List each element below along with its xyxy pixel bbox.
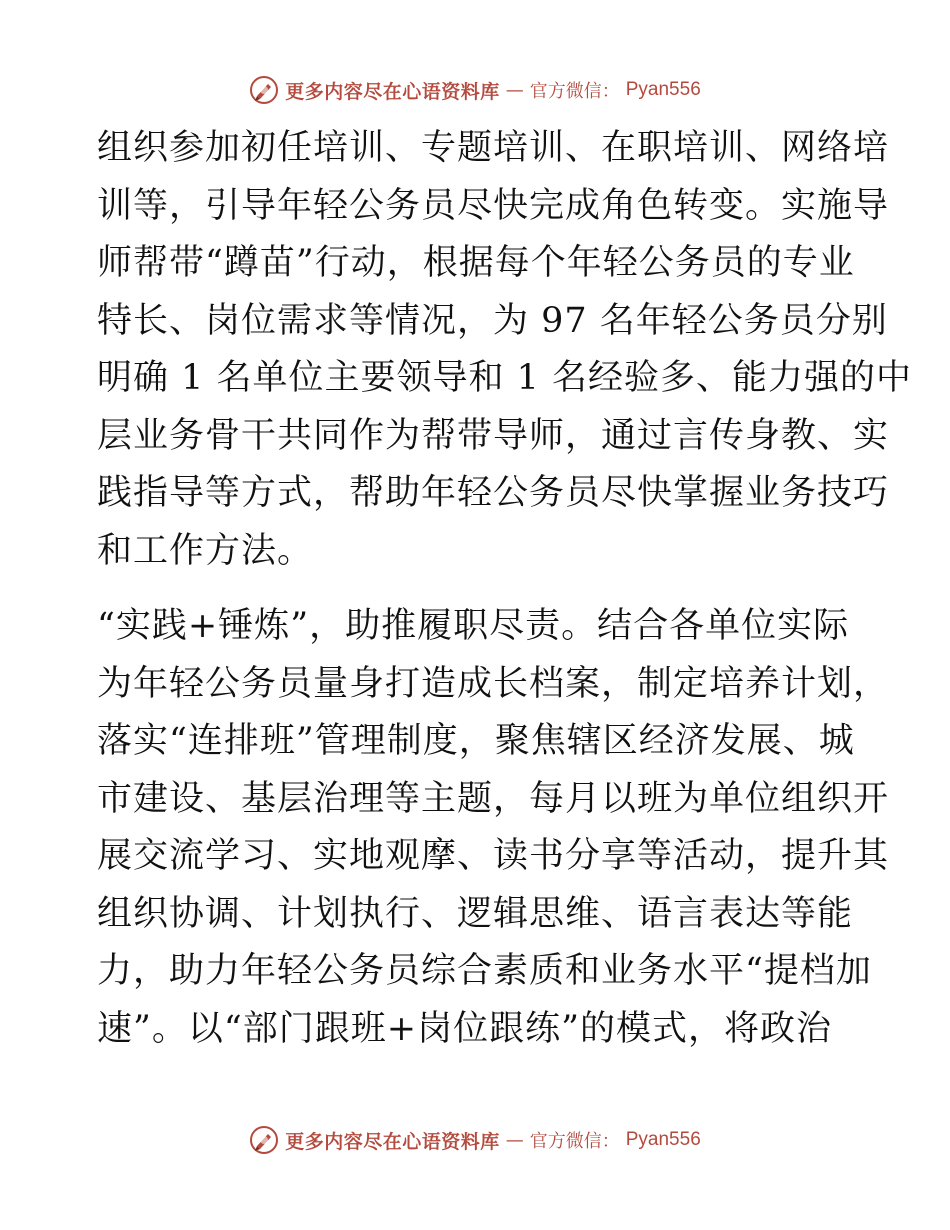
paragraph-line: 速”。以“部门跟班+岗位跟练”的模式，将政治 [97,1008,833,1049]
paragraph-line: 明确 1 名单位主要领导和 1 名经验多、能力强的中 [97,358,913,398]
footer-promo-text: 更多内容尽在心语资料库 [285,1130,500,1153]
pen-logo-icon [249,1125,279,1155]
header-banner [0,70,950,110]
footer-wechat-label: 官方微信： [529,1131,620,1152]
header-wechat-id: Pyan556 [625,79,701,100]
paragraph-line: 师帮带“蹲苗”行动，根据每个年轻公务员的专业 [97,243,855,283]
paragraph-line: 组织协调、计划执行、逻辑思维、语言表达等能 [97,893,854,934]
paragraph-line: 力，助力年轻公务员综合素质和业务水平“提档加 [97,951,872,991]
header-wechat-label: 官方微信： [529,81,620,102]
paragraph-2 [97,598,890,1058]
paragraph-line: 市建设、基层治理等主题，每月以班为单位组织开 [97,778,890,819]
footer-banner [0,1120,950,1160]
paragraph-line: 落实“连排班”管理制度，聚焦辖区经济发展、城 [97,721,855,761]
paragraph-line: 展交流学习、实地观摩、读书分享等活动，提升其 [97,836,890,876]
header-promo-text: 更多内容尽在心语资料库 [285,80,500,103]
paragraph-line: 特长、岗位需求等情况，为 97 名年轻公务员分别 [97,300,888,341]
paragraph-1 [97,120,913,580]
pen-logo-icon [249,75,279,105]
footer-wechat-id: Pyan556 [625,1129,701,1150]
paragraph-line: “实践+锤炼”，助推履职尽责。结合各单位实际 [97,606,850,646]
footer-dash: — [505,1129,524,1151]
paragraph-line: 训等，引导年轻公务员尽快完成角色转变。实施导 [97,185,890,226]
paragraph-line: 组织参加初任培训、专题培训、在职培训、网络培 [97,128,890,168]
paragraph-line: 层业务骨干共同作为帮带导师，通过言传身教、实 [97,415,890,456]
header-dash: — [505,79,524,101]
paragraph-line: 践指导等方式，帮助年轻公务员尽快掌握业务技巧 [97,473,890,513]
document-body [97,120,913,1058]
paragraph-line: 和工作方法。 [97,530,314,571]
paragraph-line: 为年轻公务员量身打造成长档案，制定培养计划， [97,663,890,704]
